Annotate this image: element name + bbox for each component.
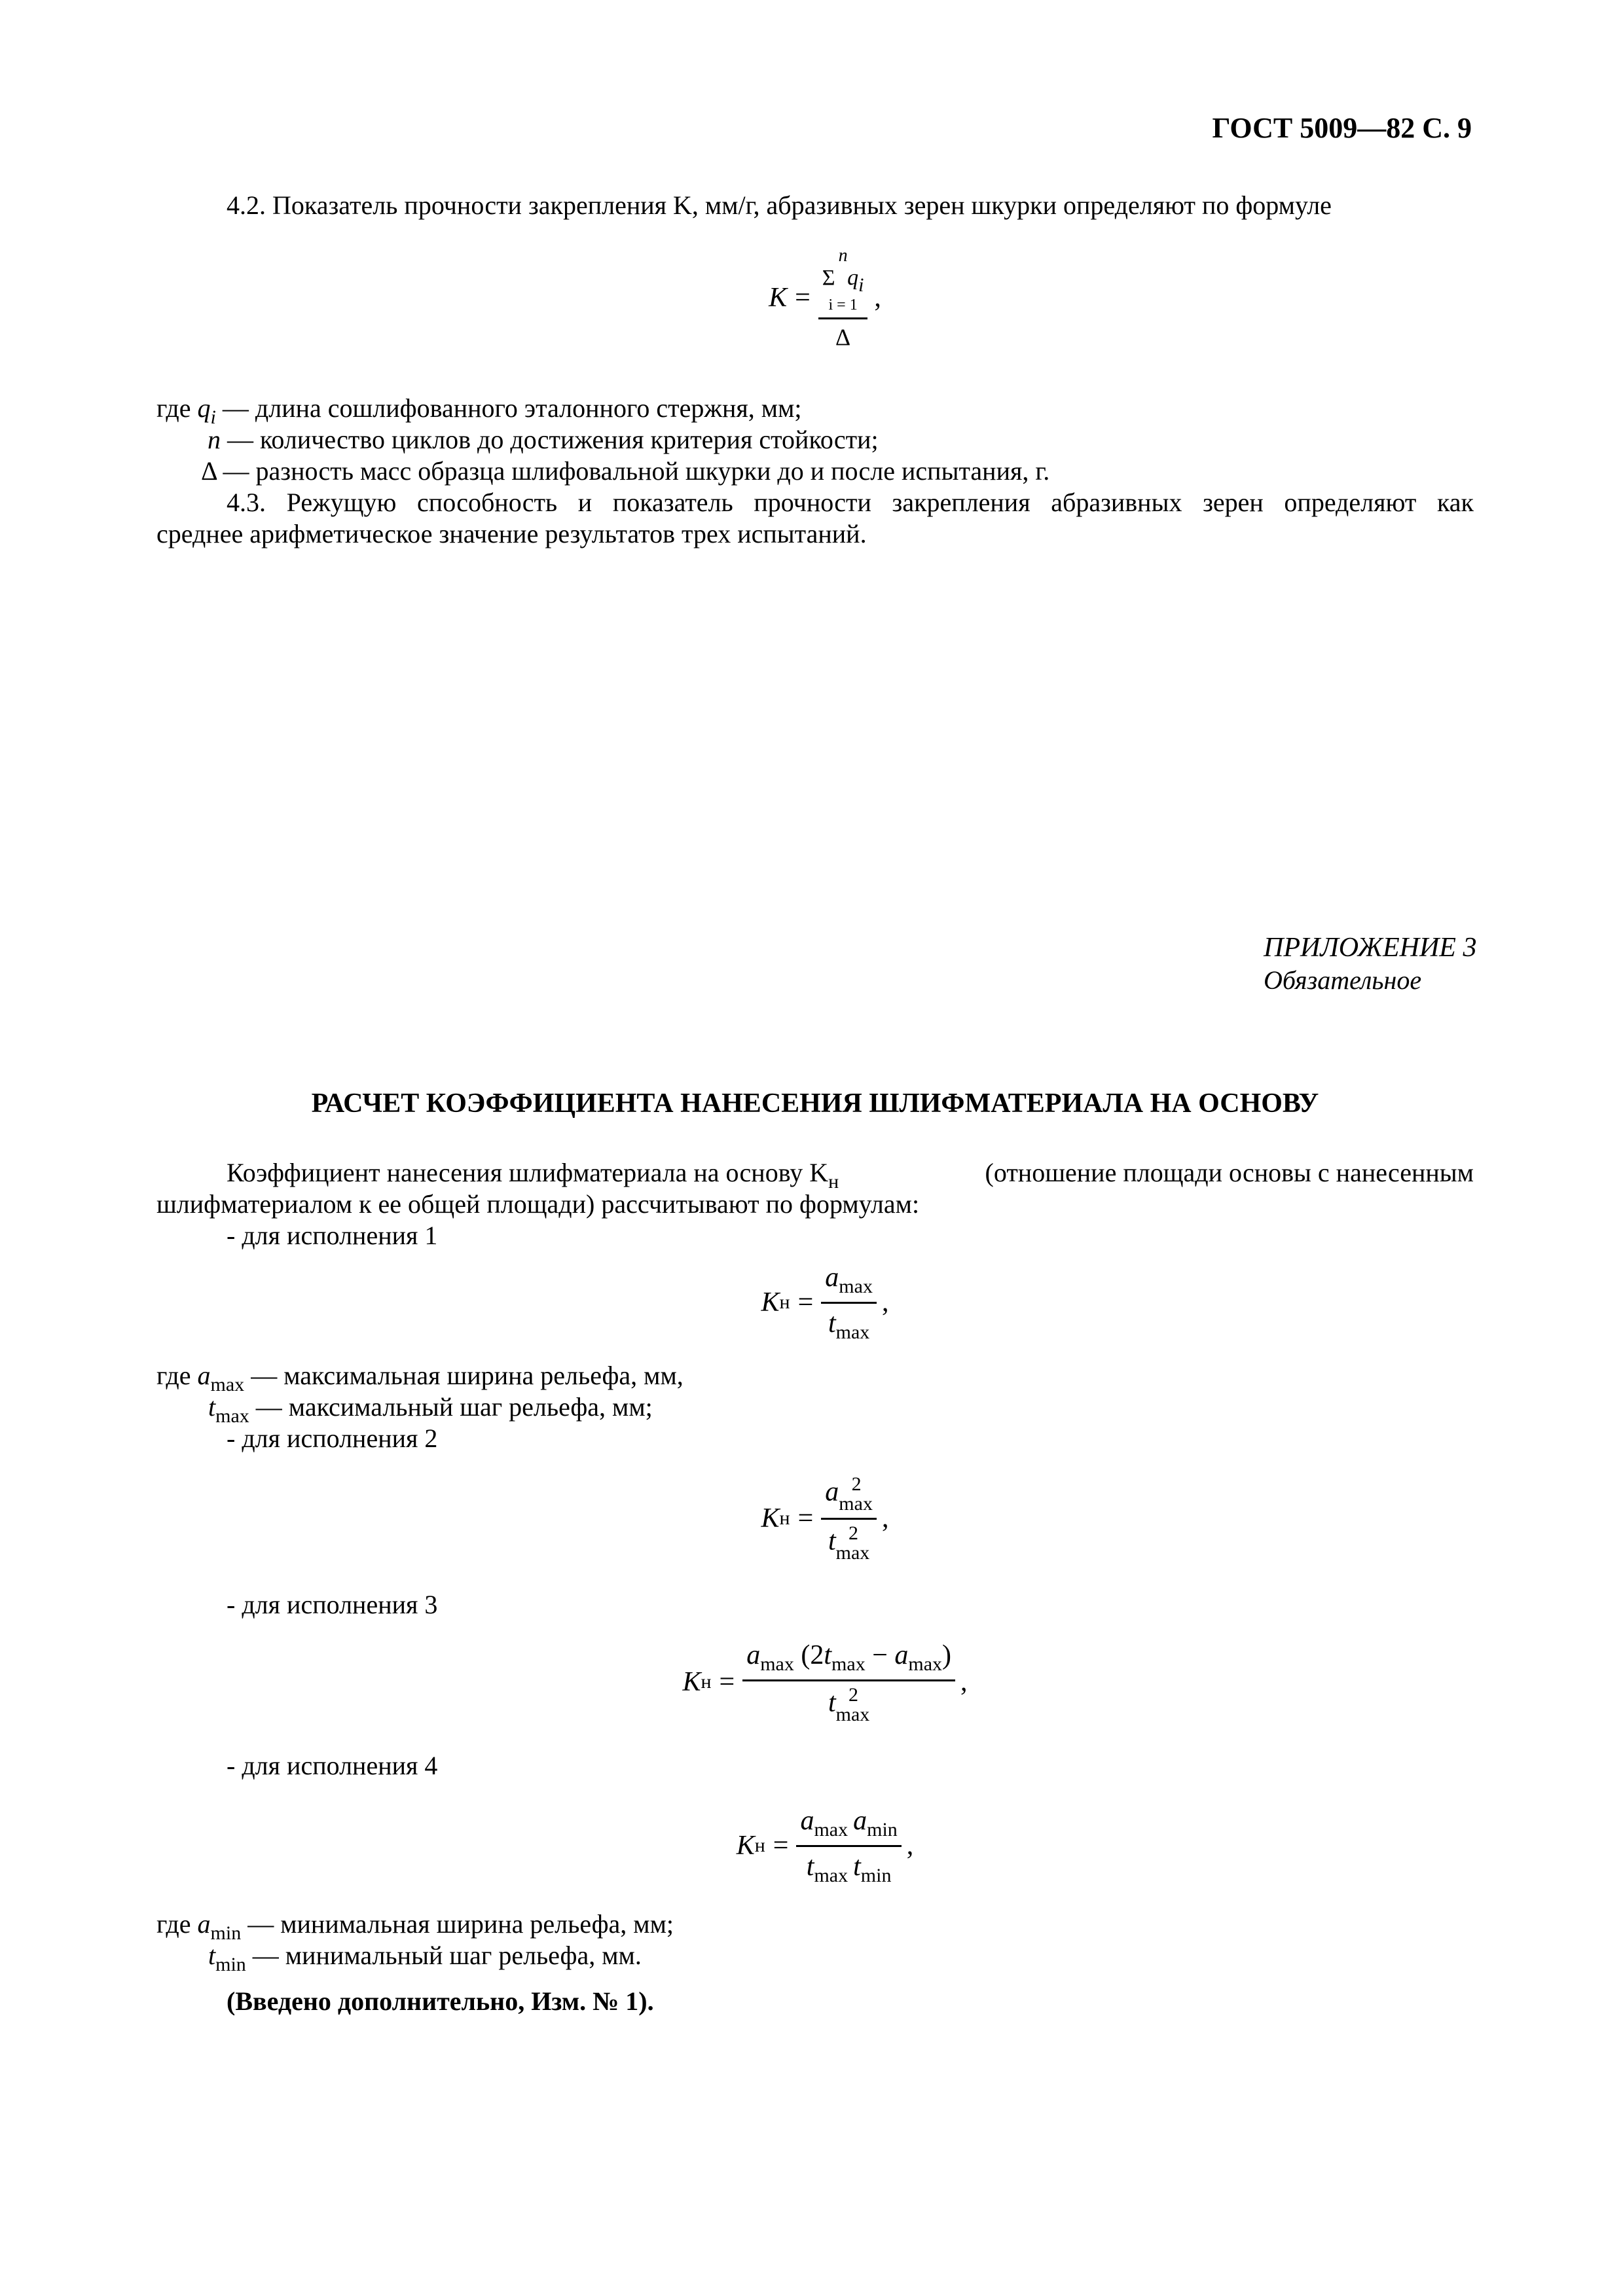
where-n-var: n <box>208 425 221 454</box>
formula-k <box>720 242 930 353</box>
sum-lower-limit: i = 1 <box>828 296 858 314</box>
formula-k-lhs: K <box>769 283 788 313</box>
paragraph-4-3-line2: среднее арифметическое значение результатов трех испытаний. <box>156 519 867 548</box>
where-tmin-line: $t_{min}$ — минимальный шаг рельефа, мм. <box>208 1941 642 1975</box>
f2-fraction: a 2 max t 2 max <box>821 1475 877 1563</box>
appendix-label: ПРИЛОЖЕНИЕ 3 <box>1264 933 1477 963</box>
intro-line1-a: Коэффициент нанесения шлифматериала на основу $K_н$ <box>227 1158 839 1193</box>
appendix-intro-line2: шлифматериалом к ее общей площади) рассчитывают по формулам: <box>156 1189 920 1219</box>
where-q-text: — длина сошлифованного эталонного стержня, мм; <box>215 393 802 423</box>
f4-fraction: $\frac{a_{max} a_{min}}{t_{max} t_{min}}$ <box>796 1805 901 1887</box>
appendix-title: РАСЧЕТ КОЭФФИЦИЕНТА НАНЕСЕНИЯ ШЛИФМАТЕРИАЛА НА ОСНОВУ <box>311 1088 1319 1119</box>
where-n-text: — количество циклов до достижения критерия стойкости; <box>221 425 879 454</box>
formula-2: K н = a 2 max t 2 max , <box>761 1473 889 1564</box>
sum-sign: Σ <box>822 266 835 290</box>
formula-4: K н = $\frac{a_{max} a_{min}}{t_{max} t_{min}}$ , <box>736 1805 914 1886</box>
where-delta-line <box>201 456 1049 487</box>
amendment-note: (Введено дополнительно, Изм. № 1). <box>227 1986 654 2016</box>
where-amin-line: где $a_{min}$ — минимальная ширина рельефа, мм; <box>156 1909 674 1944</box>
intro-line1-b: (отношение площади основы с нанесенным <box>985 1158 1474 1187</box>
paragraph-4-2-text: 4.2. Показатель прочности закрепления K, мм/г, абразивных зерен шкурки определяют по формуле <box>227 190 1332 220</box>
case-1-label: - для исполнения 1 <box>227 1221 438 1250</box>
formula-k-fraction <box>818 245 868 351</box>
paragraph-4-2 <box>227 190 1332 221</box>
sum-variable: q <box>847 266 859 290</box>
formula-k-eq: = <box>795 283 811 313</box>
sum-variable-sub: i <box>858 274 864 296</box>
where-q-sub: i <box>210 406 216 428</box>
formula-k-denominator: Δ <box>818 317 868 351</box>
f1-fraction: $\frac{a_{max}}{t_{max}}$ <box>821 1262 877 1344</box>
where-amax-line: где $a_{max}$ — максимальная ширина рельефа, мм, <box>156 1361 684 1395</box>
where-prefix: где <box>156 393 198 423</box>
sum-upper-limit: n <box>838 245 848 266</box>
formula-k-comma: , <box>874 283 881 313</box>
f1-K: K <box>761 1287 780 1318</box>
where-delta-var: Δ <box>201 456 217 486</box>
formula-1: K н = $\frac{a_{max}}{t_{max}}$ , <box>761 1262 889 1343</box>
where-tmax-line: $t_{max}$ — максимальный шаг рельефа, мм; <box>208 1392 653 1427</box>
where-n-line <box>208 424 879 456</box>
paragraph-4-3-line1: 4.3. Режущую способность и показатель прочности закрепления абразивных зерен определяют как <box>227 488 1474 517</box>
where-delta-text: — разность масс образца шлифовальной шкурки до и после испытания, г. <box>216 456 1050 486</box>
f3-fraction: $a_{max}$ $(2t_{max} - a_{max})$ t 2 max <box>742 1640 955 1725</box>
case-3-label: - для исполнения 3 <box>227 1590 438 1619</box>
formula-3: K н = $a_{max}$ $(2t_{max} - a_{max})$ t 2 max , <box>682 1640 968 1725</box>
appendix-status: Обязательное <box>1264 965 1422 995</box>
case-4-label: - для исполнения 4 <box>227 1751 438 1780</box>
where-q-var: q <box>197 393 211 423</box>
case-2-label: - для исполнения 2 <box>227 1424 438 1453</box>
page-header: ГОСТ 5009—82 С. 9 <box>1212 112 1472 144</box>
